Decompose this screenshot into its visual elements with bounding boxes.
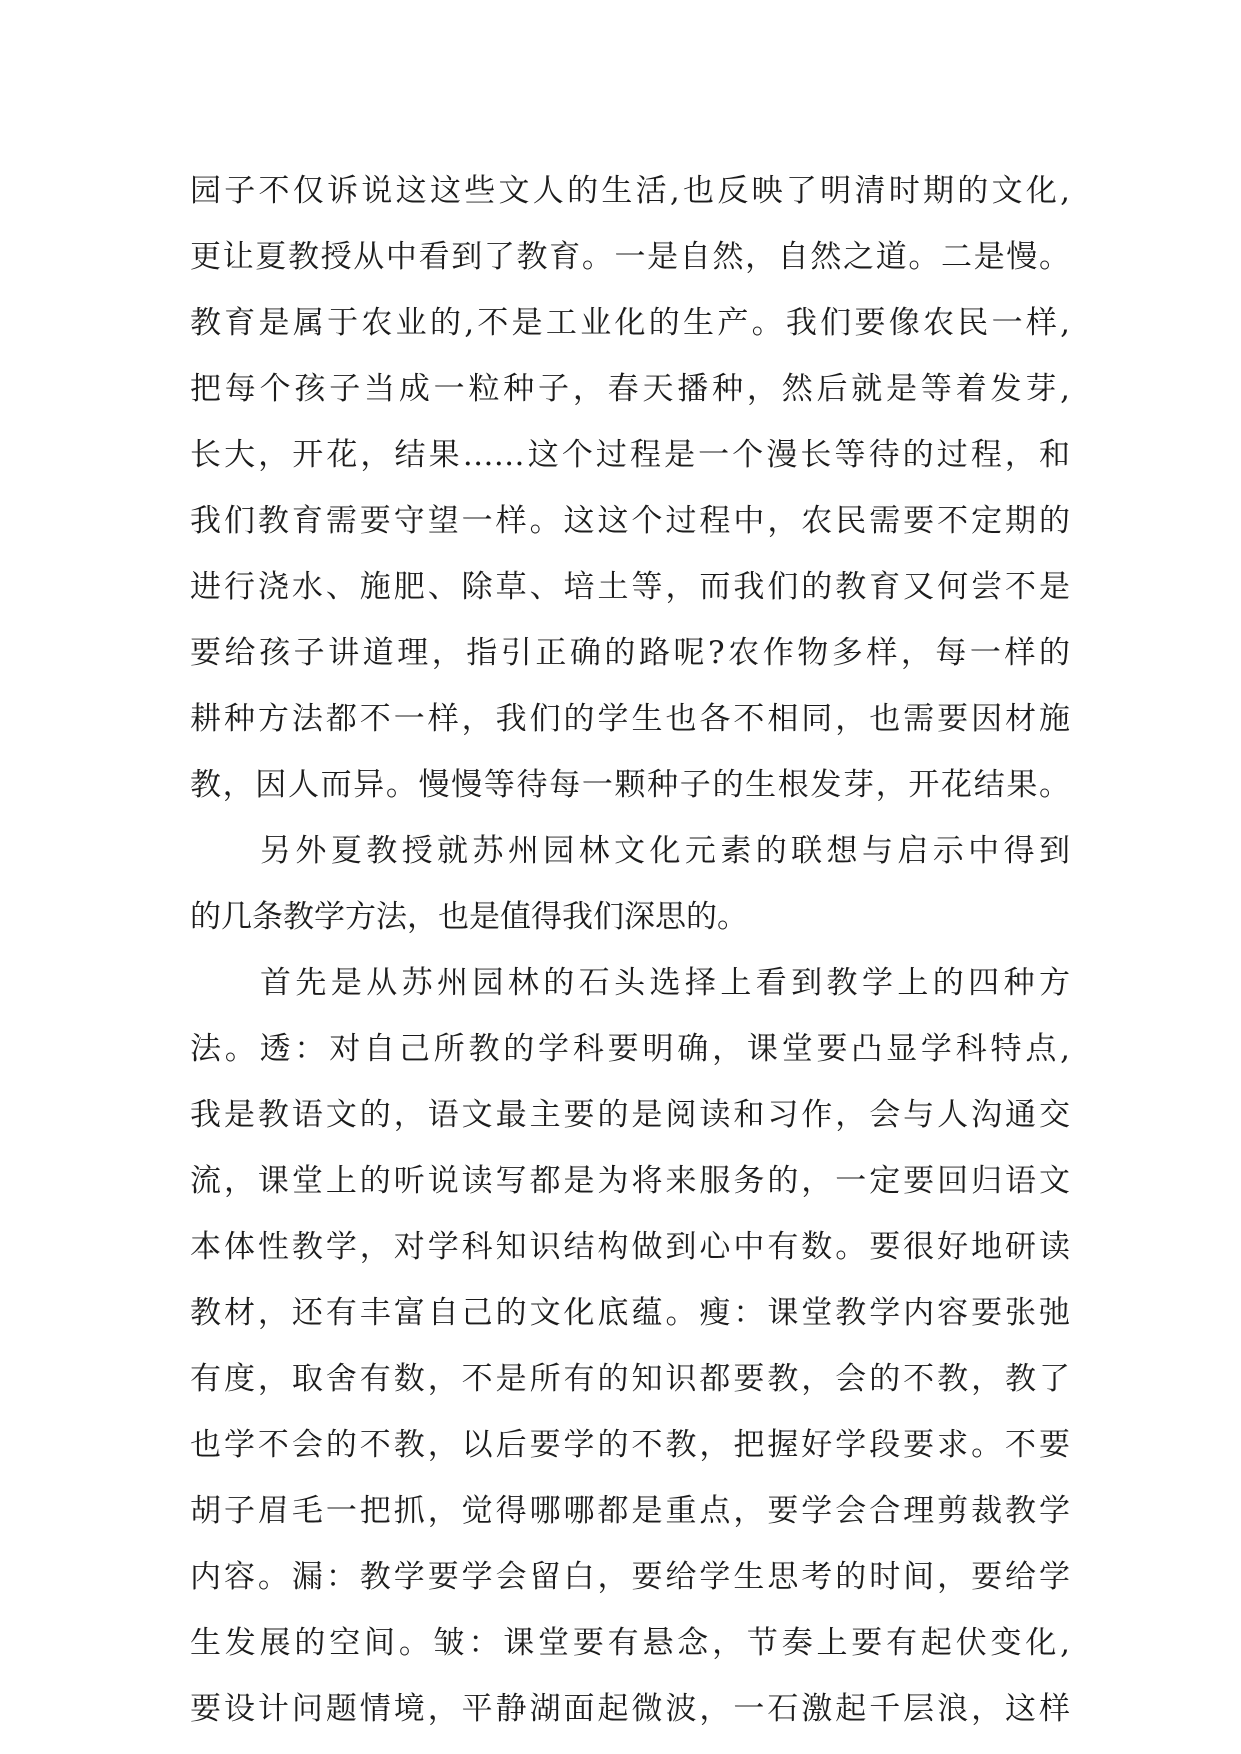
text-line: 教，因人而异。慢慢等待每一颗种子的生根发芽，开花结果。 [190,767,1070,803]
text-line: 进行浇水、施肥、除草、培土等，而我们的教育又何尝不是 [190,569,1070,605]
text-line: 我们教育需要守望一样。这这个过程中，农民需要不定期的 [190,503,1070,539]
text-line: 教育是属于农业的,不是工业化的生产。我们要像农民一样, [190,305,1070,341]
text-line: 本体性教学，对学科知识结构做到心中有数。要很好地研读 [190,1229,1070,1265]
text-line: 要给孩子讲道理，指引正确的路呢?农作物多样，每一样的 [190,635,1070,671]
text-line: 教材，还有丰富自己的文化底蕴。瘦：课堂教学内容要张弛 [190,1295,1070,1331]
text-line: 首先是从苏州园林的石头选择上看到教学上的四种方 [260,965,1070,1001]
paragraph-1 [190,158,1070,818]
paragraph-3 [190,950,1070,1742]
text-line: 更让夏教授从中看到了教育。一是自然，自然之道。二是慢。 [190,239,1070,275]
text-line: 长大，开花，结果……这个过程是一个漫长等待的过程，和 [190,437,1070,473]
text-line: 要设计问题情境，平静湖面起微波，一石激起千层浪，这样 [190,1691,1070,1727]
text-line: 法。透：对自己所教的学科要明确，课堂要凸显学科特点, [190,1031,1070,1067]
document-page [190,158,1070,1742]
text-line: 耕种方法都不一样，我们的学生也各不相同，也需要因材施 [190,701,1070,737]
text-line: 有度，取舍有数，不是所有的知识都要教，会的不教，教了 [190,1361,1070,1397]
text-line: 园子不仅诉说这这些文人的生活,也反映了明清时期的文化, [190,173,1070,209]
text-line: 把每个孩子当成一粒种子，春天播种，然后就是等着发芽, [190,371,1070,407]
text-line: 内容。漏：教学要学会留白，要给学生思考的时间，要给学 [190,1559,1070,1595]
text-line: 流，课堂上的听说读写都是为将来服务的，一定要回归语文 [190,1163,1070,1199]
text-line: 胡子眉毛一把抓，觉得哪哪都是重点，要学会合理剪裁教学 [190,1493,1070,1529]
text-line: 的几条教学方法，也是值得我们深思的。 [190,899,748,935]
paragraph-2 [190,818,1070,950]
text-line: 也学不会的不教，以后要学的不教，把握好学段要求。不要 [190,1427,1070,1463]
text-line: 我是教语文的，语文最主要的是阅读和习作，会与人沟通交 [190,1097,1070,1133]
text-line: 另外夏教授就苏州园林文化元素的联想与启示中得到 [260,833,1070,869]
text-line: 生发展的空间。皱：课堂要有悬念，节奏上要有起伏变化, [190,1625,1070,1661]
